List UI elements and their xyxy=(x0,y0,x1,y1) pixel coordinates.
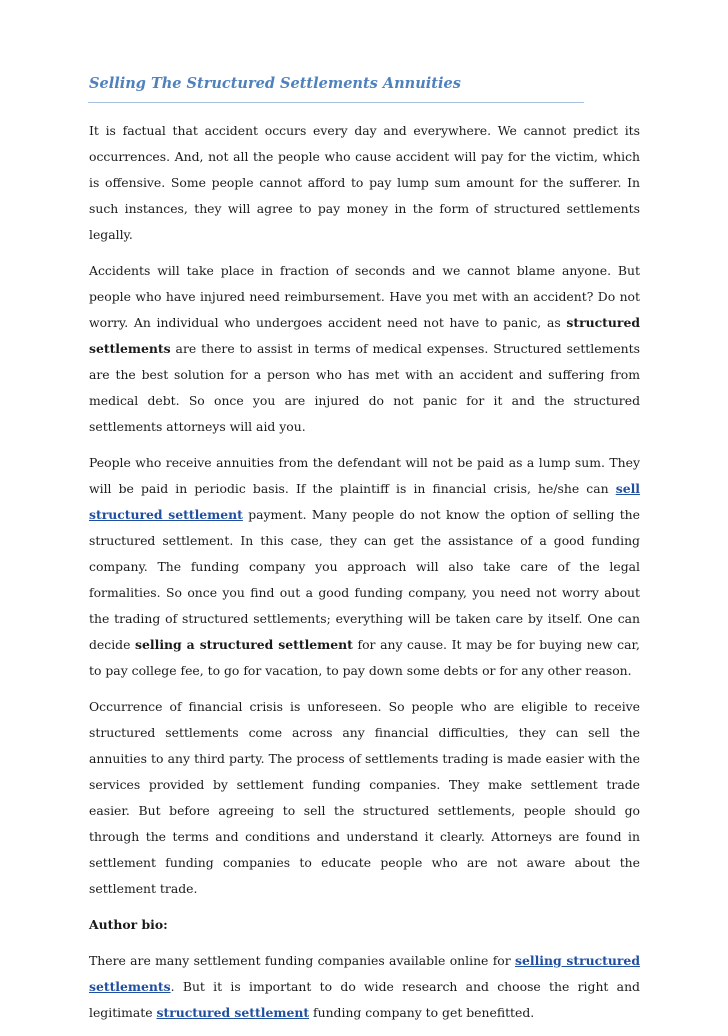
paragraph-text: are there to assist in terms of medical expenses. Structured settlements are the best solution for a person who has met with an accident and suffering from medical debt. So once you are injured do not panic for it and the structured settlements attorneys will aid you. xyxy=(89,341,640,434)
document-body xyxy=(89,118,640,1036)
bold-phrase-structured-settlements: structured settlements xyxy=(89,315,640,356)
paragraph-text: Accidents will take place in fraction of seconds and we cannot blame anyone. But people who have injured need reimbursement. Have you met with an accident? Do not worry. An individual who undergoes accident need not have to panic, as xyxy=(89,263,640,330)
paragraph-accidents xyxy=(89,258,640,440)
title-underline-rule xyxy=(88,102,584,103)
paragraph-text: There are many settlement funding companies available online for xyxy=(89,953,516,968)
paragraph-text: People who receive annuities from the defendant will not be paid as a lump sum. They will be paid in periodic basis. If the plaintiff is in financial crisis, he/she can xyxy=(89,455,640,496)
paragraph-financial-crisis: Occurrence of financial crisis is unforeseen. So people who are eligible to receive structured settlements come across any financial difficulties, they can sell the annuities to any third party. The process of settlements trading is made easier with the services provided by settlement funding companies. They make settlement trade easier. But before agreeing to sell the structured settlements, people should go through the terms and conditions and understand it clearly. Attorneys are found in settlement funding companies to educate people who are not aware about the settlement trade. xyxy=(89,699,640,896)
paragraph-intro: It is factual that accident occurs every day and everywhere. We cannot predict its occurrences. And, not all the people who cause accident will pay for the victim, which is offensive. Some people cannot afford to pay lump sum amount for the sufferer. In such instances, they will agree to pay money in the form of structured settlements legally. xyxy=(89,123,640,242)
paragraph-text: funding company to get benefitted. xyxy=(309,1005,535,1020)
paragraph-text: for any cause. It may be for buying new car, to pay college fee, to go for vacation, to pay down some debts or for any other reason. xyxy=(89,637,640,678)
link-structured-settlement[interactable]: structured settlement xyxy=(156,1005,310,1020)
paragraph-annuities xyxy=(89,450,640,684)
paragraph-author-bio xyxy=(89,948,640,1026)
author-bio-heading-text: Author bio: xyxy=(89,917,168,932)
link-selling-structured-settlements[interactable]: selling structured settlements xyxy=(89,953,640,994)
bold-phrase-selling-structured-settlement: selling a structured settlement xyxy=(135,637,353,652)
paragraph-text: . But it is important to do wide research and choose the right and legitimate xyxy=(89,979,640,1020)
author-bio-heading xyxy=(89,912,640,938)
link-sell-structured-settlement[interactable]: sell structured settlement xyxy=(89,481,640,522)
document-title: Selling The Structured Settlements Annuities xyxy=(89,75,461,92)
paragraph-text: payment. Many people do not know the option of selling the structured settlement. In this case, they can get the assistance of a good funding company. The funding company you approach will also take care of the legal formalities. So once you find out a good funding company, you need not worry about the trading of structured settlements; everything will be taken care by itself. One can decide xyxy=(89,507,640,652)
